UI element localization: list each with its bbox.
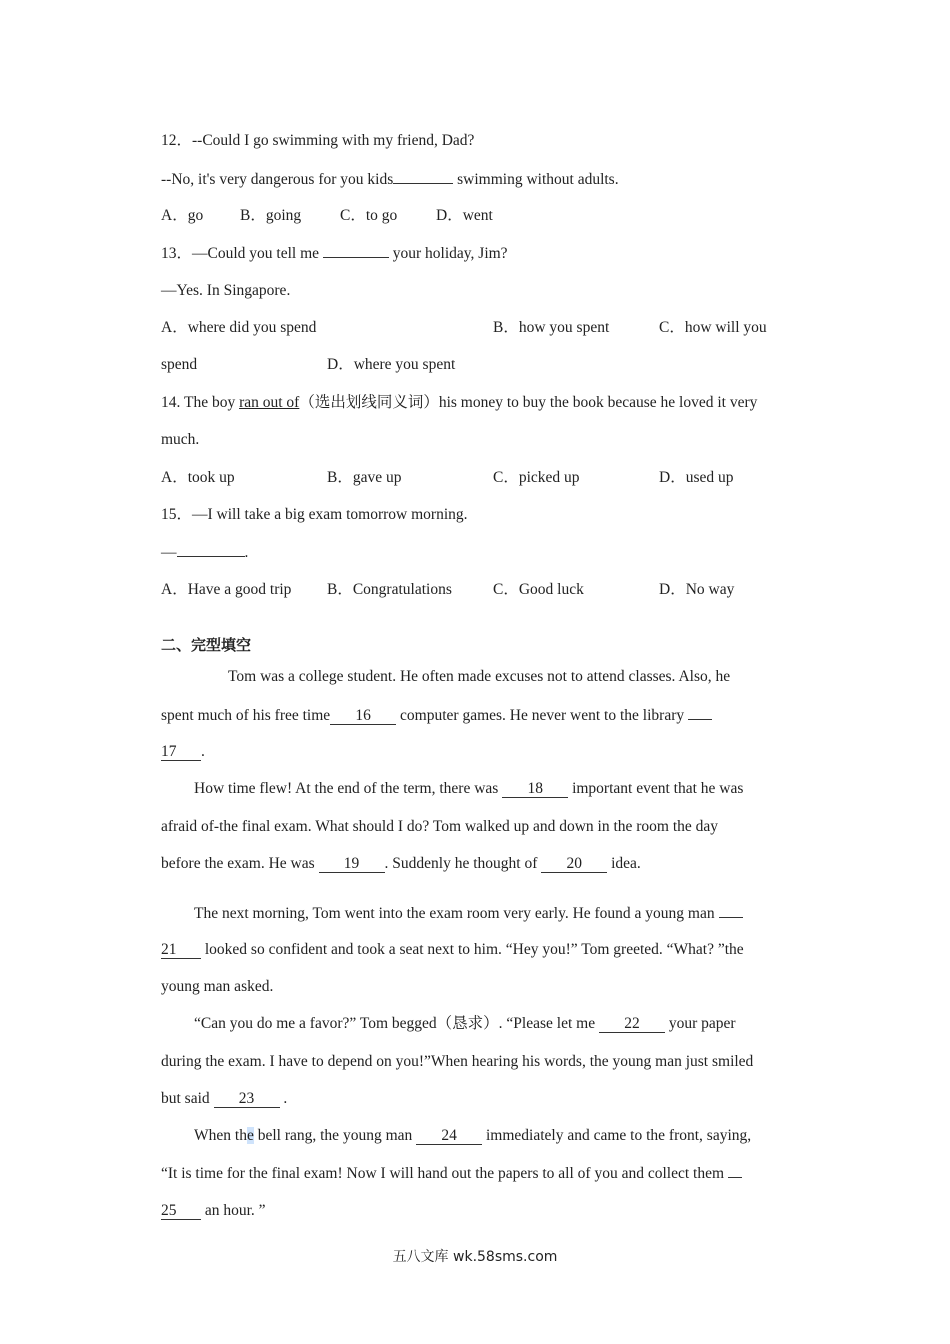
p1-line2-a: spent much of his free time xyxy=(161,707,331,724)
blank-18[interactable]: 18 xyxy=(502,781,568,798)
q12-option-c[interactable]: C．to go xyxy=(340,207,398,224)
q15-reply xyxy=(161,542,248,563)
blank-17[interactable]: 17 xyxy=(161,744,201,761)
q14-option-c[interactable]: C．picked up xyxy=(493,469,580,486)
p5-line1-c: immediately and came to the front, saying, xyxy=(482,1127,752,1144)
q13-option-c[interactable]: C．how will you xyxy=(659,319,767,336)
q14-stem-cont: much. xyxy=(161,431,200,448)
q13-option-c-cont: spend xyxy=(161,356,198,373)
p4-line2: during the exam. I have to depend on you!”When hearing his words, the young man just smiled xyxy=(161,1053,754,1070)
p2-line1 xyxy=(194,779,743,799)
q14-option-b[interactable]: B．gave up xyxy=(327,469,402,486)
p3-line1 xyxy=(194,903,743,924)
p2-line2: afraid of-the final exam. What should I do? Tom walked up and down in the room the day xyxy=(161,818,719,835)
q15-option-c[interactable]: C．Good luck xyxy=(493,581,584,598)
q15-option-a[interactable]: A．Have a good trip xyxy=(161,581,292,598)
q14-stem-b: （选出划线同义词）his money to buy the book because he loved it very xyxy=(299,394,758,411)
q12-blank xyxy=(393,169,453,184)
p2-line1-b: important event that he was xyxy=(568,780,744,797)
p1-line2-b: computer games. He never went to the library xyxy=(396,707,688,724)
q12-option-a[interactable]: A．go xyxy=(161,207,204,224)
p4-line3-b: . xyxy=(279,1090,288,1107)
q13-option-a[interactable]: A．where did you spend xyxy=(161,319,317,336)
p3-line1-a: The next morning, Tom went into the exam room very early. He found a young man xyxy=(194,905,719,922)
q13-reply: —Yes. In Singapore. xyxy=(161,282,291,299)
q13-option-b[interactable]: B．how you spent xyxy=(493,319,610,336)
blank-25-start xyxy=(728,1163,742,1178)
p3-line3: young man asked. xyxy=(161,978,274,995)
blank-22[interactable]: 22 xyxy=(599,1016,665,1033)
q12-line2-b: swimming without adults. xyxy=(453,171,619,188)
p5-line3 xyxy=(161,1201,266,1221)
q12-stem: 12．--Could I go swimming with my friend, Dad? xyxy=(161,132,475,149)
p1-line2 xyxy=(161,705,712,726)
footer-watermark: 五八文库 wk.58sms.com xyxy=(392,1249,558,1265)
q13-stem xyxy=(161,243,508,264)
q13-stem-b: your holiday, Jim? xyxy=(388,245,508,262)
p4-line1-a: “Can you do me a favor?” Tom begged（恳求）. “Please let me xyxy=(194,1015,599,1032)
q15-option-d[interactable]: D．No way xyxy=(659,581,735,598)
p1-line3 xyxy=(161,742,205,762)
q13-blank xyxy=(323,243,389,258)
p2-line3-a: before the exam. He was xyxy=(161,855,319,872)
p5-line2-a: “It is time for the final exam! Now I will hand out the papers to all of you and collect them xyxy=(161,1165,728,1182)
q15-reply-b: . xyxy=(244,544,249,561)
p1-line3-b: . xyxy=(201,743,205,760)
p2-line3-b: . Suddenly he thought of xyxy=(384,855,542,872)
q12-option-b[interactable]: B．going xyxy=(240,207,302,224)
blank-16[interactable]: 16 xyxy=(330,708,396,725)
p5-line1-b: bell rang, the young man xyxy=(253,1127,417,1144)
q12-option-d[interactable]: D．went xyxy=(436,207,493,224)
q15-option-b[interactable]: B．Congratulations xyxy=(327,581,452,598)
blank-24[interactable]: 24 xyxy=(416,1128,482,1145)
p4-line1-b: your paper xyxy=(664,1015,736,1032)
p3-line2-b: looked so confident and took a seat next to him. “Hey you!” Tom greeted. “What? ”the xyxy=(201,941,744,958)
p2-line3-c: idea. xyxy=(607,855,641,872)
text-selection-highlight[interactable]: e xyxy=(246,1127,254,1144)
q14-stem-a: 14. The boy xyxy=(161,394,240,411)
p2-line1-a: How time flew! At the end of the term, there was xyxy=(194,780,503,797)
blank-25[interactable]: 25 xyxy=(161,1203,201,1220)
p5-line2 xyxy=(161,1163,742,1184)
p5-line1-a: When th xyxy=(194,1127,247,1144)
blank-23[interactable]: 23 xyxy=(214,1091,280,1108)
q14-option-d[interactable]: D．used up xyxy=(659,469,734,486)
q15-reply-a: — xyxy=(161,544,177,561)
q15-stem: 15．—I will take a big exam tomorrow morning. xyxy=(161,506,468,523)
q12-line2 xyxy=(161,169,619,190)
p5-line1 xyxy=(194,1126,751,1146)
blank-21[interactable]: 21 xyxy=(161,942,201,959)
p2-line3 xyxy=(161,854,641,874)
section2-title: 二、完型填空 xyxy=(161,636,252,654)
q14-stem xyxy=(161,393,757,413)
p3-line2 xyxy=(161,940,744,960)
p1-line1: Tom was a college student. He often made excuses not to attend classes. Also, he xyxy=(228,668,731,685)
blank-17-start xyxy=(688,705,712,720)
q14-underlined-phrase: ran out of xyxy=(239,394,300,411)
q13-stem-a: 13．—Could you tell me xyxy=(161,245,323,262)
q12-line2-a: --No, it's very dangerous for you kids xyxy=(161,171,394,188)
p4-line3 xyxy=(161,1089,287,1109)
p5-line3-b: an hour. ” xyxy=(201,1202,266,1219)
q13-option-d[interactable]: D．where you spent xyxy=(327,356,456,373)
p4-line3-a: but said xyxy=(161,1090,214,1107)
q15-blank xyxy=(177,542,245,557)
q14-option-a[interactable]: A．took up xyxy=(161,469,235,486)
blank-20[interactable]: 20 xyxy=(541,856,607,873)
blank-21-start xyxy=(719,903,743,918)
p4-line1 xyxy=(194,1014,736,1034)
blank-19[interactable]: 19 xyxy=(319,856,385,873)
